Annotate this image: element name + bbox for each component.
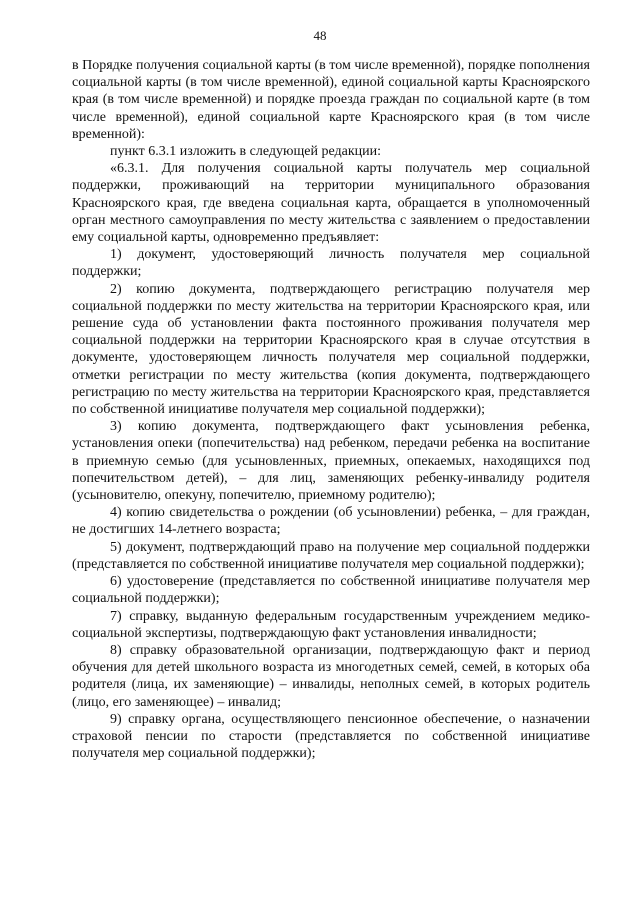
list-item-2: 2) копию документа, подтверждающего регистрацию получателя мер социальной поддержки по месту жительства на территории Красноярского края, или решение суда об установлении факта постоянного проживания получателя мер социальной поддержки на территории Красноярского края в случае отсутствия в документе, удостоверяющем личность получателя мер социальной поддержки, отметки регистрации по месту жительства (копия документа, подтверждающего регистрацию по месту жительства на территории Красноярского края, представляется по собственной инициативе получателя мер социальной поддержки);	[72, 281, 590, 418]
paragraph-intro: в Порядке получения социальной карты (в том числе временной), порядке пополнения социальной карты (в том числе временной), единой социальной карты Красноярского края (в том числе временной) и порядке проезда граждан по социальной карте (в том числе временной), единой социальной карте Красноярского края (в том числе временной):	[72, 58, 590, 142]
document-body	[72, 57, 590, 762]
list-item-7: 7) справку, выданную федеральным государственным учреждением медико-социальной экспертизы, подтверждающую факт установления инвалидности;	[72, 608, 590, 641]
list-item-9: 9) справку органа, осуществляющего пенсионное обеспечение, о назначении страховой пенсии по старости (представляется по собственной инициативе получателя мер социальной поддержки);	[72, 711, 590, 762]
list-item-6: 6) удостоверение (представляется по собственной инициативе получателя мер социальной поддержки);	[72, 574, 590, 607]
paragraph-clause-heading: пункт 6.3.1 изложить в следующей редакции:	[110, 144, 381, 160]
list-item-5: 5) документ, подтверждающий право на получение мер социальной поддержки (представляется по собственной инициативе получателя мер социальной поддержки);	[72, 539, 590, 572]
list-item-8: 8) справку образовательной организации, подтверждающую факт и период обучения для детей школьного возраста из многодетных семей, семей, в которых оба родителя (лица, их заменяющие) – инвалиды, неполных семей, в которых родитель (лицо, его заменяющее) – инвалид;	[72, 642, 590, 710]
paragraph-6-3-1: «6.3.1. Для получения социальной карты получатель мер социальной поддержки, проживающий на территории муниципального образования Красноярского края, где введена социальная карта, обращается в уполномоченный орган местного самоуправления по месту жительства с заявлением о предоставлении ему социальной карты, одновременно предъявляет:	[72, 161, 590, 246]
list-item-3: 3) копию документа, подтверждающего факт усыновления ребенка, установления опеки (попечительства) над ребенком, передачи ребенка на воспитание в приемную семью (для усыновленных, приемных, опекаемых, находящихся под попечительством детей), – для лиц, заменяющих ребенку-инвалиду родителя (усыновителю, опекуну, попечителю, приемному родителю);	[72, 419, 590, 504]
page-number: 48	[313, 28, 327, 43]
list-item-1: 1) документ, удостоверяющий личность получателя мер социальной поддержки;	[72, 247, 590, 280]
list-item-4: 4) копию свидетельства о рождении (об усыновлении) ребенка, – для граждан, не достигших 14-летнего возраста;	[72, 505, 590, 538]
